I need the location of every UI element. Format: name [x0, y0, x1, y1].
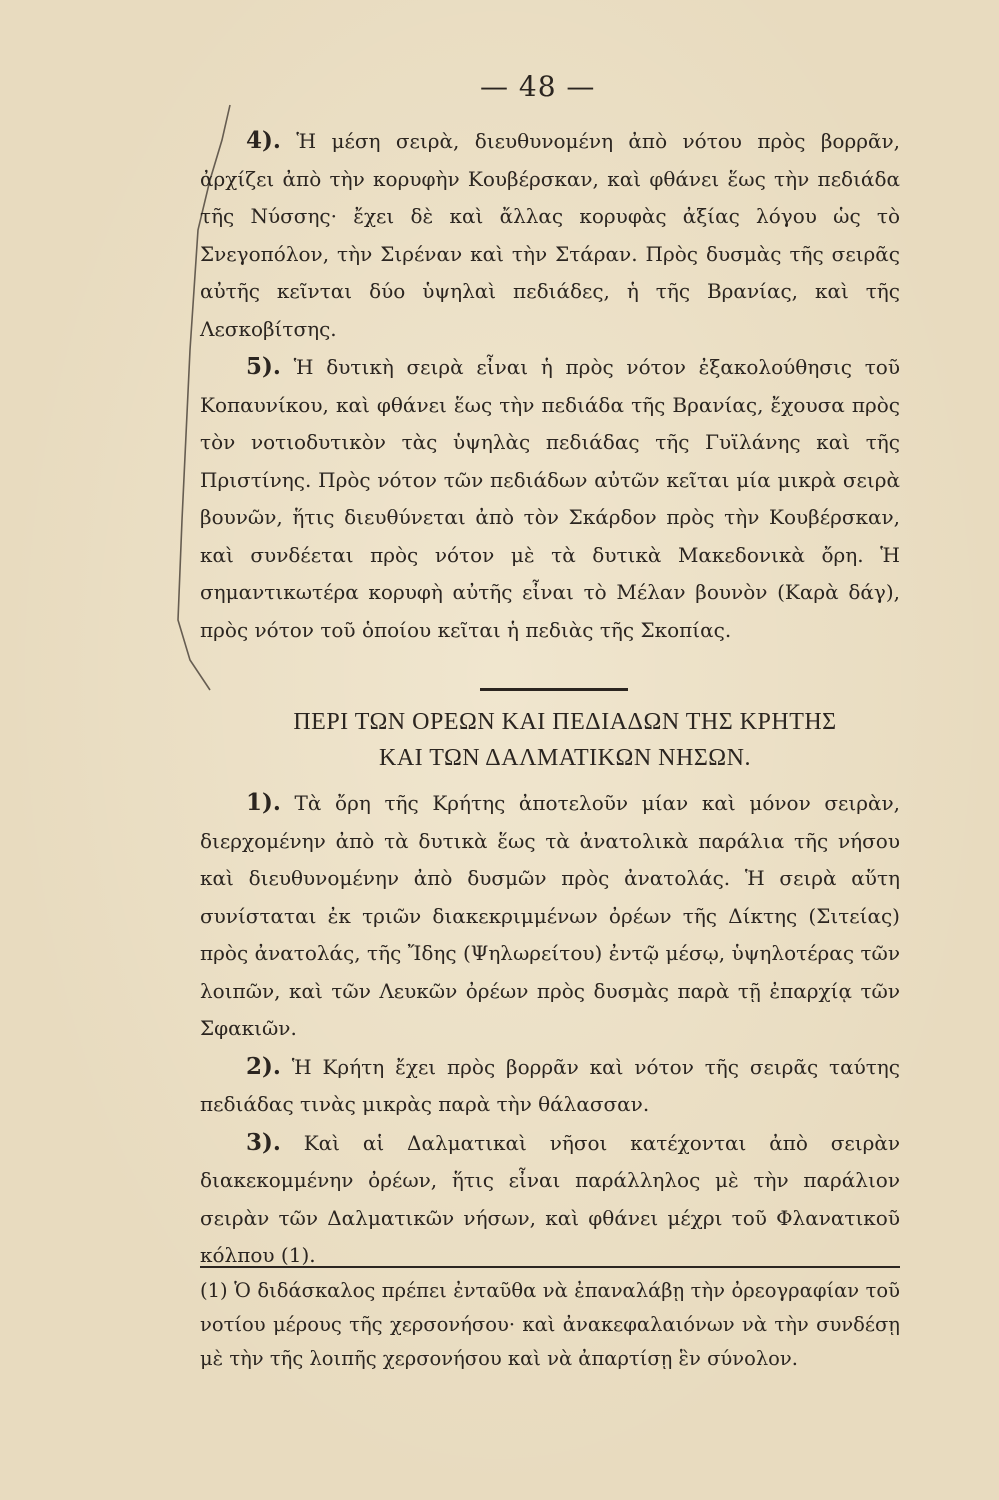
paragraph-number: 3).: [246, 1128, 281, 1156]
paragraph-text: Ἡ μέση σειρὰ, διευθυνομένη ἀπὸ νότου πρὸς βορρᾶν, ἀρχίζει ἀπὸ τὴν κορυφὴν Κουβέρσκαν, καὶ φθάνει ἕως τὴν πεδιάδα τῆς Νύσσης· ἔχει δὲ καὶ ἄλλας κορυφὰς ἀξίας λόγου ὡς τὸ Σνεγοπόλον, τὴν Σιρέναν καὶ τὴν Στάραν. Πρὸς δυσμὰς τῆς σειρᾶς αὐτῆς κεῖνται δύο ὑψηλαὶ πεδιάδες, ἡ τῆς Βρανίας, καὶ τῆς Λεσκοβίτσης.: [200, 129, 901, 341]
paragraph-5: [200, 348, 900, 649]
paragraph-number: 5).: [246, 353, 281, 380]
section-serbia-ranges: [200, 122, 900, 649]
paragraph-text: Ἡ δυτικὴ σειρὰ εἶναι ἡ πρὸς νότον ἐξακολούθησις τοῦ Κοπαυνίκου, καὶ φθάνει ἕως τὴν πεδιάδα τῆς Βρανίας, ἔχουσα πρὸς τὸν νοτιοδυτικὸν τὰς ὑψηλὰς πεδιάδας τῆς Γυϊλάνης καὶ τῆς Πριστίνης. Πρὸς νότον τῶν πεδιάδων αὐτῶν κεῖται μία μικρὰ σειρὰ βουνῶν, ἥτις διευθύνεται ἀπὸ τὸν Σκάρδον πρὸς τὴν Κουβέρσκαν, καὶ συνδέεται πρὸς νότον μὲ τὰ δυτικὰ Μακεδονικὰ ὄρη. Ἡ σημαντικωτέρα κορυφὴ αὐτῆς εἶναι τὸ Μέλαν βουνὸν (Καρὰ δάγ), πρὸς νότον τοῦ ὁποίου κεῖται ἡ πεδιὰς τῆς Σκοπίας.: [200, 355, 900, 642]
section-crete-dalmatia: [200, 784, 900, 1275]
paragraph-text: Τὰ ὄρη τῆς Κρήτης ἀποτελοῦν μίαν καὶ μόνον σειρὰν, διερχομένην ἀπὸ τὰ δυτικὰ ἕως τὰ ἀνατολικὰ παράλια τῆς νήσου καὶ διευθυνομένην ἀπὸ δυσμῶν πρὸς ἀνατολάς. Ἡ σειρὰ αὕτη συνίσταται ἐκ τριῶν διακεκριμμένων ὀρέων τῆς Δίκτης (Σιτείας) πρὸς ἀνατολάς, τῆς Ἴδης (Ψηλωρείτου) ἐντῷ μέσῳ, ὑψηλοτέρας τῶν λοιπῶν, καὶ τῶν Λευκῶν ὀρέων πρὸς δυσμὰς παρὰ τῇ ἐπαρχίᾳ τῶν Σφακιῶν.: [200, 791, 900, 1040]
paragraph-number: 1).: [246, 789, 281, 816]
paragraph-2: [200, 1048, 900, 1124]
footnote: (1) Ὁ διδάσκαλος πρέπει ἐνταῦθα νὰ ἐπαναλάβῃ τὴν ὀρεογραφίαν τοῦ νοτίου μέρους τῆς χερσονήσου· καὶ ἀνακεφαλαιόνων νὰ τὴν συνδέσῃ μὲ τὴν τῆς λοιπῆς χερσονήσου καὶ νὰ ἀπαρτίσῃ ἓν σύνολον.: [200, 1266, 900, 1376]
paragraph-4: [200, 122, 900, 348]
paragraph-number: 2).: [246, 1052, 281, 1080]
paragraph-text: Ἡ Κρήτη ἔχει πρὸς βορρᾶν καὶ νότον τῆς σειρᾶς ταύτης πεδιάδας τινὰς μικρὰς παρὰ τὴν θάλασσαν.: [200, 1054, 900, 1116]
page-number: — 48 —: [480, 70, 596, 103]
section-heading-line-1: ΠΕΡΙ ΤΩΝ ΟΡΕΩΝ ΚΑΙ ΠΕΔΙΑΔΩΝ ΤΗΣ ΚΡΗΤΗΣ: [293, 709, 837, 735]
section-divider-rule: [480, 688, 628, 691]
section-heading-line-2: ΚΑΙ ΤΩΝ ΔΑΛΜΑΤΙΚΩΝ ΝΗΣΩΝ.: [379, 745, 751, 771]
paragraph-1: [200, 784, 900, 1048]
paragraph-number: 4).: [246, 127, 281, 154]
paragraph-text: Καὶ αἱ Δαλματικαὶ νῆσοι κατέχονται ἀπὸ σειρὰν διακεκομμένην ὀρέων, ἥτις εἶναι παράλληλος μὲ τὴν παράλιον σειρὰν τῶν Δαλματικῶν νήσων, καὶ φθάνει μέχρι τοῦ Φλανατικοῦ κόλπου (1).: [200, 1130, 900, 1267]
paragraph-3: [200, 1124, 900, 1275]
